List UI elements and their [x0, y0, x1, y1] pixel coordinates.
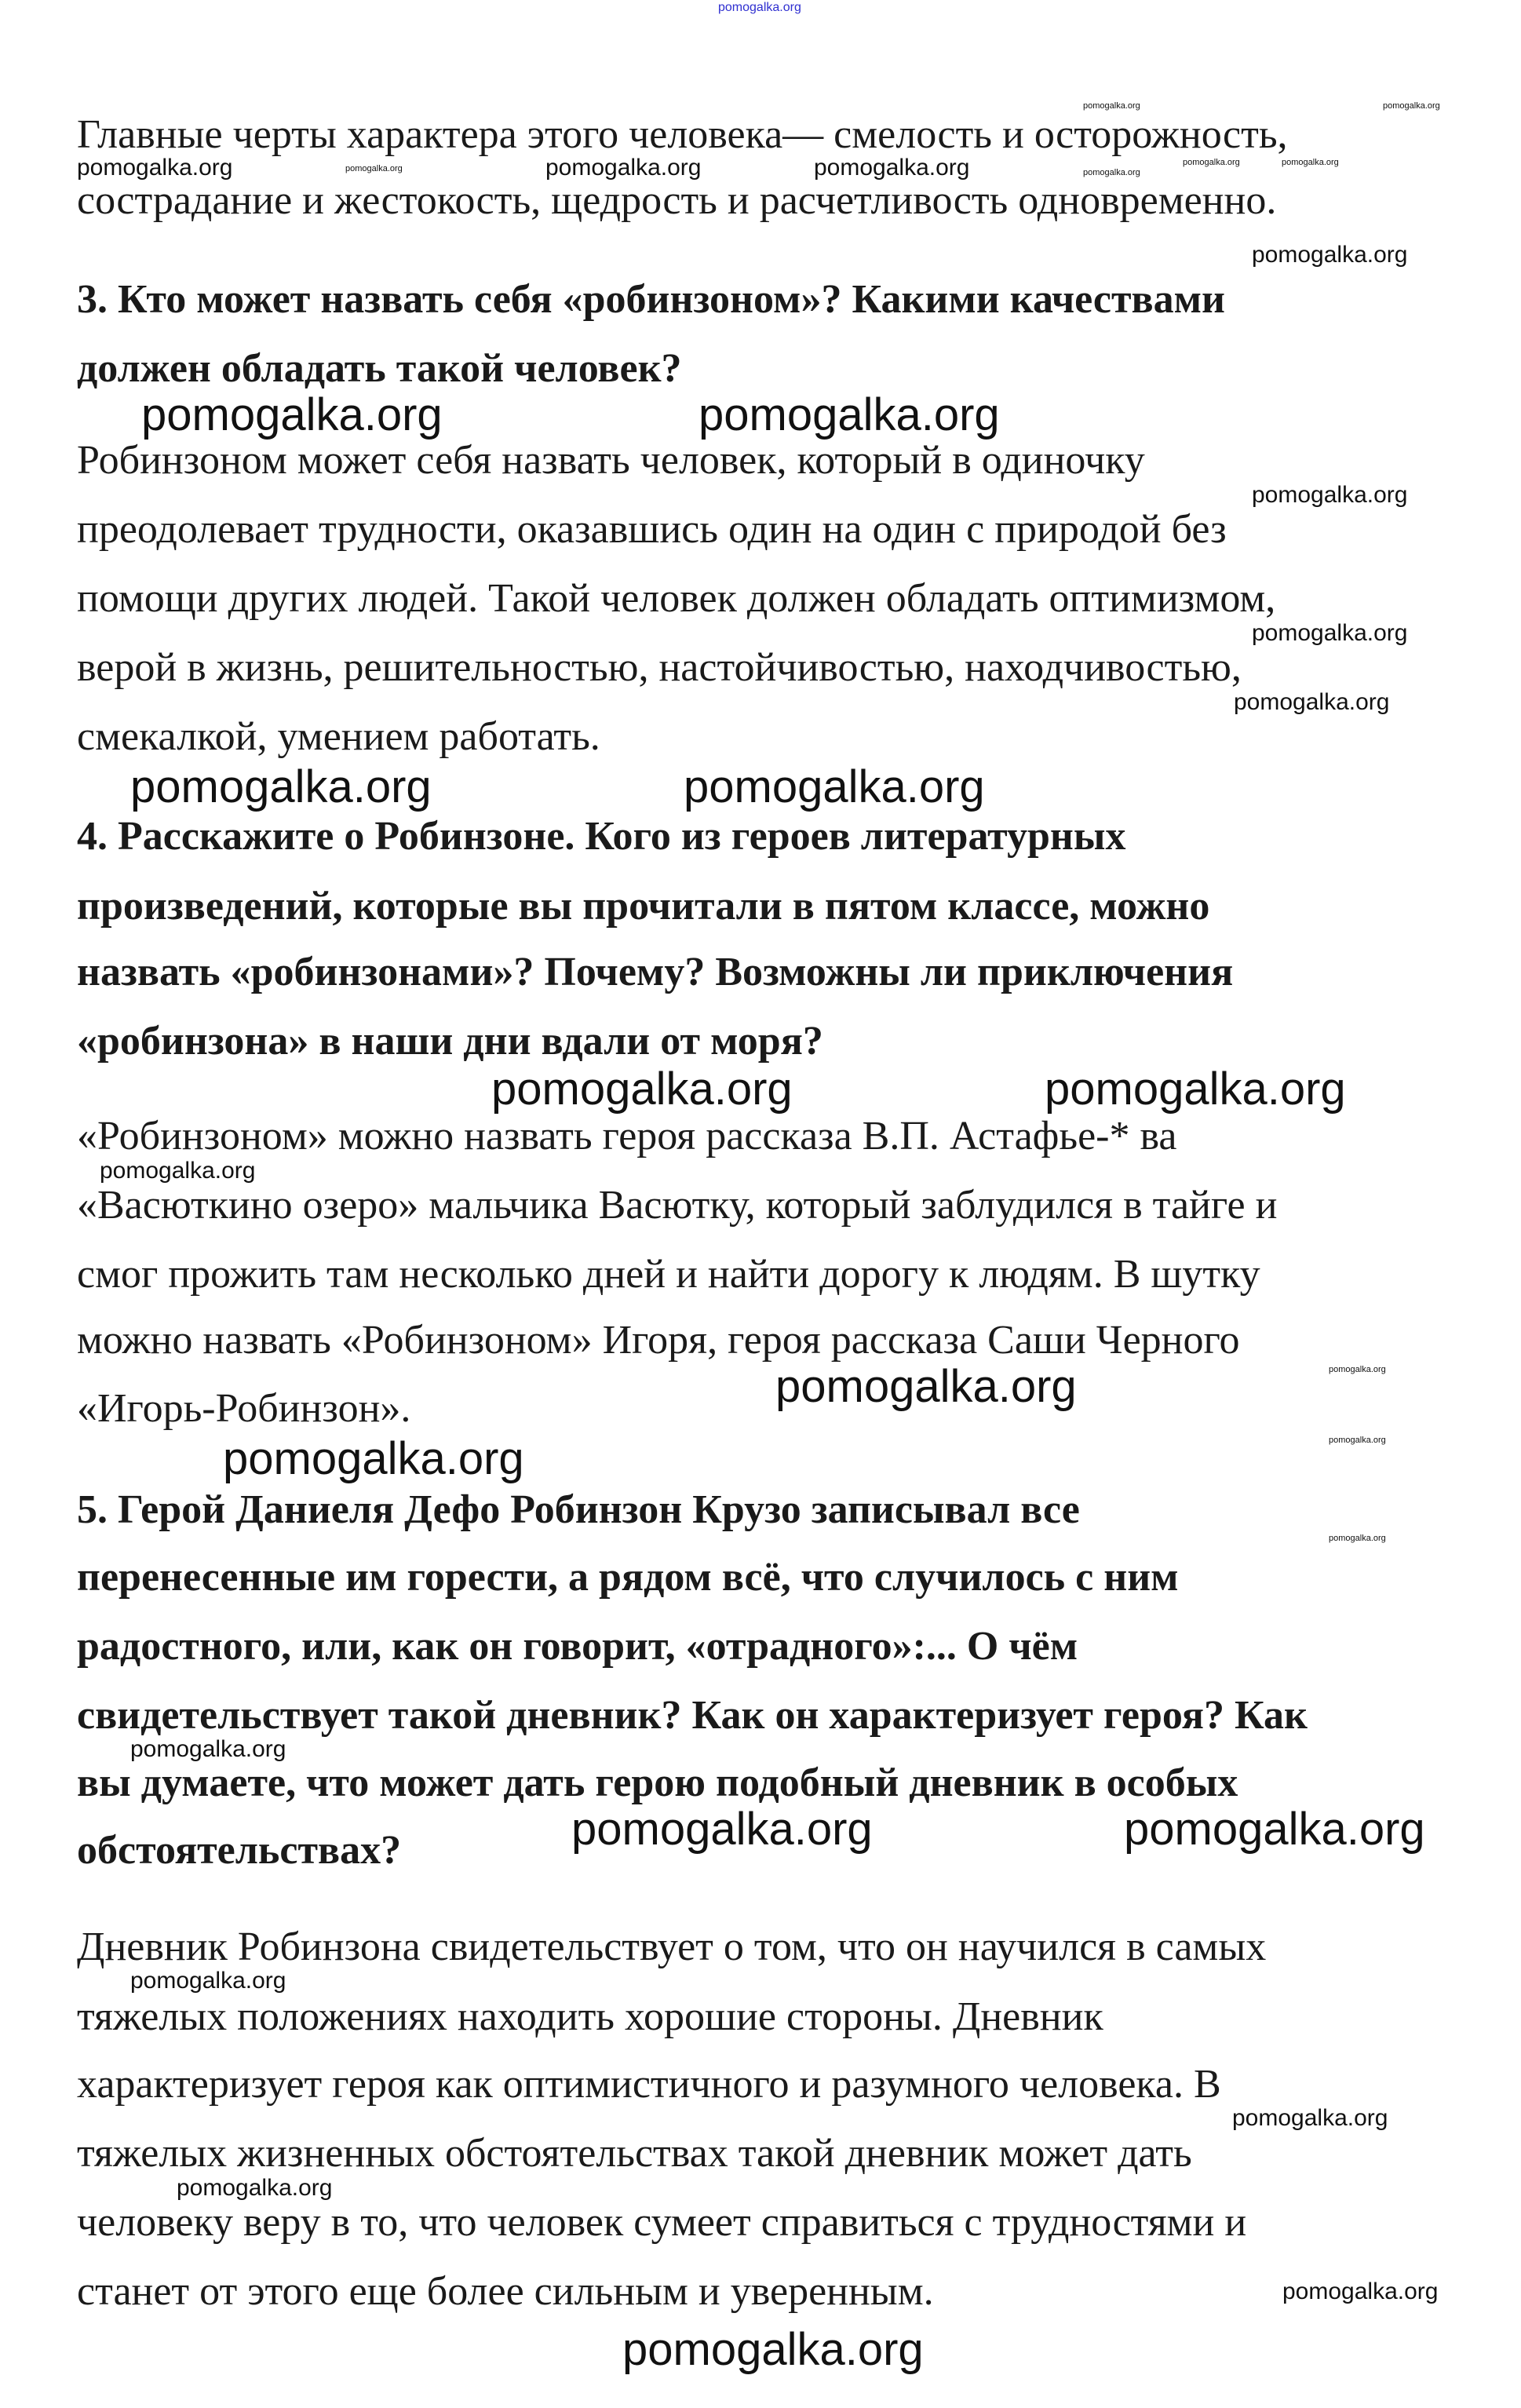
answer-line: смог прожить там несколько дней и найти дорогу к людям. В шутку: [77, 1252, 1260, 1297]
watermark: pomogalka.org: [814, 155, 970, 181]
watermark: pomogalka.org: [141, 389, 443, 440]
watermark: pomogalka.org: [1383, 101, 1440, 111]
answer-line: преодолевает трудности, оказавшись один на один с природой без: [77, 507, 1227, 552]
watermark: pomogalka.org: [571, 1804, 873, 1855]
watermark: pomogalka.org: [130, 761, 432, 812]
watermark: pomogalka.org: [622, 2324, 924, 2375]
watermark: pomogalka.org: [1232, 2105, 1388, 2131]
question-line: «робинзона» в наши дни вдали от моря?: [77, 1019, 823, 1064]
answer-line: Дневник Робинзона свидетельствует о том, что он научился в самых: [77, 1925, 1267, 1969]
watermark: pomogalka.org: [345, 164, 403, 173]
watermark: pomogalka.org: [545, 155, 702, 181]
answer-line: человеку веру в то, что человек сумеет справиться с трудностями и: [77, 2200, 1247, 2245]
watermark: pomogalka.org: [1329, 1365, 1386, 1374]
watermark: pomogalka.org: [1252, 242, 1408, 268]
question-line: назвать «робинзонами»? Почему? Возможны ли приключения: [77, 950, 1234, 994]
watermark: pomogalka.org: [100, 1158, 256, 1184]
watermark: pomogalka.org: [130, 1968, 286, 1994]
question-line: 5. Герой Даниеля Дефо Робинзон Крузо записывал все: [77, 1487, 1080, 1532]
question-line: 3. Кто может назвать себя «робинзоном»? Какими качествами: [77, 277, 1225, 322]
watermark: pomogalka.org: [1083, 101, 1140, 111]
watermark: pomogalka.org: [1329, 1534, 1386, 1543]
watermark: pomogalka.org: [684, 761, 985, 812]
watermark: pomogalka.org: [491, 1064, 793, 1115]
question-line: обстоятельствах?: [77, 1828, 402, 1873]
watermark: pomogalka.org: [77, 155, 233, 181]
watermark: pomogalka.org: [1252, 620, 1408, 646]
question-line: свидетельствует такой дневник? Как он характеризует героя? Как: [77, 1693, 1308, 1738]
watermark: pomogalka.org: [1282, 158, 1339, 167]
answer-line: можно назвать «Робинзоном» Игоря, героя рассказа Саши Черного: [77, 1318, 1240, 1363]
watermark: pomogalka.org: [775, 1361, 1077, 1412]
question-line: 4. Расскажите о Робинзоне. Кого из героев литературных: [77, 814, 1126, 859]
watermark: pomogalka.org: [130, 1736, 286, 1762]
watermark: pomogalka.org: [1045, 1064, 1346, 1115]
answer-line: «Васюткино озеро» мальчика Васютку, который заблудился в тайге и: [77, 1183, 1278, 1228]
answer-line: станет от этого еще более сильным и уверенным.: [77, 2269, 934, 2314]
watermark: pomogalka.org: [1329, 1436, 1386, 1445]
answer-line: смекалкой, умением работать.: [77, 714, 600, 759]
watermark: pomogalka.org: [1282, 2278, 1439, 2304]
watermark: pomogalka.org: [223, 1433, 524, 1484]
question-line: должен обладать такой человек?: [77, 346, 682, 391]
text-line: Главные черты характера этого человека— смелость и осторожность,: [77, 112, 1288, 157]
watermark: pomogalka.org: [718, 1, 801, 14]
answer-line: помощи других людей. Такой человек должен обладать оптимизмом,: [77, 576, 1276, 621]
answer-line: Робинзоном может себя назвать человек, который в одиночку: [77, 438, 1145, 483]
answer-line: верой в жизнь, решительностью, настойчивостью, находчивостью,: [77, 645, 1242, 690]
text-line: сострадание и жестокость, щедрость и расчетливость одновременно.: [77, 178, 1277, 223]
question-line: вы думаете, что может дать герою подобный дневник в особых: [77, 1760, 1238, 1805]
watermark: pomogalka.org: [1124, 1804, 1425, 1855]
watermark: pomogalka.org: [1252, 482, 1408, 508]
watermark: pomogalka.org: [1183, 158, 1240, 167]
question-line: перенесенные им горести, а рядом всё, что случилось с ним: [77, 1555, 1179, 1600]
watermark: pomogalka.org: [1234, 689, 1390, 715]
answer-line: тяжелых жизненных обстоятельствах такой дневник может дать: [77, 2131, 1192, 2176]
question-line: произведений, которые вы прочитали в пятом классе, можно: [77, 884, 1210, 929]
answer-line: тяжелых положениях находить хорошие стороны. Дневник: [77, 1994, 1103, 2039]
watermark: pomogalka.org: [698, 389, 1000, 440]
watermark: pomogalka.org: [1083, 168, 1140, 177]
answer-line: «Робинзоном» можно назвать героя рассказа В.П. Астафье-* ва: [77, 1114, 1177, 1158]
question-line: радостного, или, как он говорит, «отрадного»:... О чём: [77, 1624, 1078, 1669]
answer-line: характеризует героя как оптимистичного и разумного человека. В: [77, 2062, 1221, 2107]
answer-line: «Игорь-Робинзон».: [77, 1386, 411, 1431]
watermark: pomogalka.org: [177, 2175, 333, 2201]
